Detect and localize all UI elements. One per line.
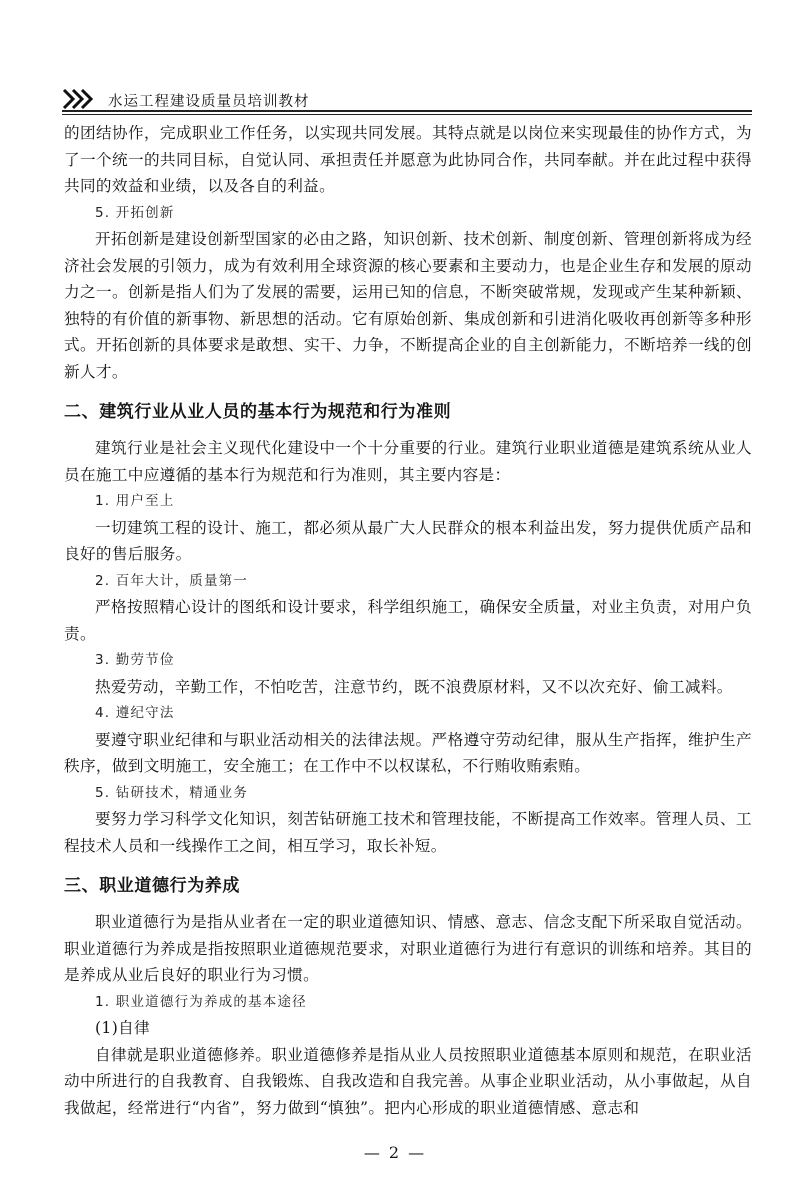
body-paragraph: 建筑行业是社会主义现代化建设中一个十分重要的行业。建筑行业职业道德是建筑系统从业人员在施工中应遵循的基本行为规范和行为准则，其主要内容是： xyxy=(64,439,752,484)
subsection-title: 1. 用户至上 xyxy=(95,493,175,509)
page-number: — 2 — xyxy=(363,1143,427,1162)
body-paragraph: 的团结协作，完成职业工作任务，以实现共同发展。其特点就是以岗位来实现最佳的协作方式，为了一个统一的共同目标，自觉认同、承担责任并愿意为此协同合作，共同奉献。并在此过程中获得共同的效益和业绩，以及各自的利益。 xyxy=(64,124,752,195)
subsection-title: 4. 遵纪守法 xyxy=(95,705,175,721)
double-chevron-icon xyxy=(62,89,102,109)
subsection-title: 5. 钻研技术，精通业务 xyxy=(95,784,249,801)
subsection-title: 1. 职业道德行为养成的基本途径 xyxy=(95,993,307,1010)
body-paragraph: 职业道德行为是指从业者在一定的职业道德知识、情感、意志、信念支配下所采取自觉活动。职业道德行为养成是指按照职业道德规范要求，对职业道德行为进行有意识的训练和培养。其目的是养成从业后良好的职业行为习惯。 xyxy=(64,913,752,984)
body-paragraph: 严格按照精心设计的图纸和设计要求，科学组织施工，确保安全质量，对业主负责，对用户负责。 xyxy=(64,598,752,643)
body-paragraph: 自律就是职业道德修养。职业道德修养是指从业人员按照职业道德基本原则和规范，在职业活动中所进行的自我教育、自我锻炼、自我改造和自我完善。从事企业职业活动，从小事做起，从自我做起，经常进行“内省”，努力做到“慎独”。把内心形成的职业道德情感、意志和 xyxy=(64,1045,752,1117)
book-title: 水运工程建设质量员培训教材 xyxy=(108,94,310,110)
subsection-title: 2. 百年大计，质量第一 xyxy=(95,572,249,589)
body-paragraph: (1)自律 xyxy=(95,1019,151,1037)
header-rule-thin xyxy=(62,114,752,115)
body-paragraph: 要努力学习科学文化知识，刻苦钻研施工技术和管理技能，不断提高工作效率。管理人员、工程技术人员和一线操作工之间，相互学习，取长补短。 xyxy=(64,810,752,855)
header-rule xyxy=(62,110,752,112)
page-body xyxy=(64,120,752,1121)
running-header xyxy=(62,84,752,118)
body-paragraph: 要遵守职业纪律和与职业活动相关的法律法规。严格遵守劳动纪律，服从生产指挥，维护生产秩序，做到文明施工，安全施工；在工作中不以权谋私，不行贿收贿索贿。 xyxy=(64,730,752,775)
subsection-title: 3. 勤劳节俭 xyxy=(95,652,175,668)
subsection-title: 5. 开拓创新 xyxy=(95,204,175,221)
body-paragraph: 热爱劳动，辛勤工作，不怕吃苦，注意节约，既不浪费原材料，又不以次充好、偷工减料。 xyxy=(95,677,733,696)
section-heading: 三、职业道德行为养成 xyxy=(64,876,240,896)
body-paragraph: 开拓创新是建设创新型国家的必由之路，知识创新、技术创新、制度创新、管理创新将成为经济社会发展的引领力，成为有效利用全球资源的核心要素和主要动力，也是企业生存和发展的原动力之一。创新是指人们为了发展的需要，运用已知的信息，不断突破常规，发现或产生某种新颖、独特的有价值的新事物、新思想的活动。它有原始创新、集成创新和引进消化吸收再创新等多种形式。开拓创新的具体要求是敢想、实干、力争，不断提高企业的自主创新能力，不断培养一线的创新人才。 xyxy=(64,230,752,381)
section-heading: 二、建筑行业从业人员的基本行为规范和行为准则 xyxy=(64,402,452,422)
body-paragraph: 一切建筑工程的设计、施工，都必须从最广大人民群众的根本利益出发，努力提供优质产品和良好的售后服务。 xyxy=(64,518,752,563)
